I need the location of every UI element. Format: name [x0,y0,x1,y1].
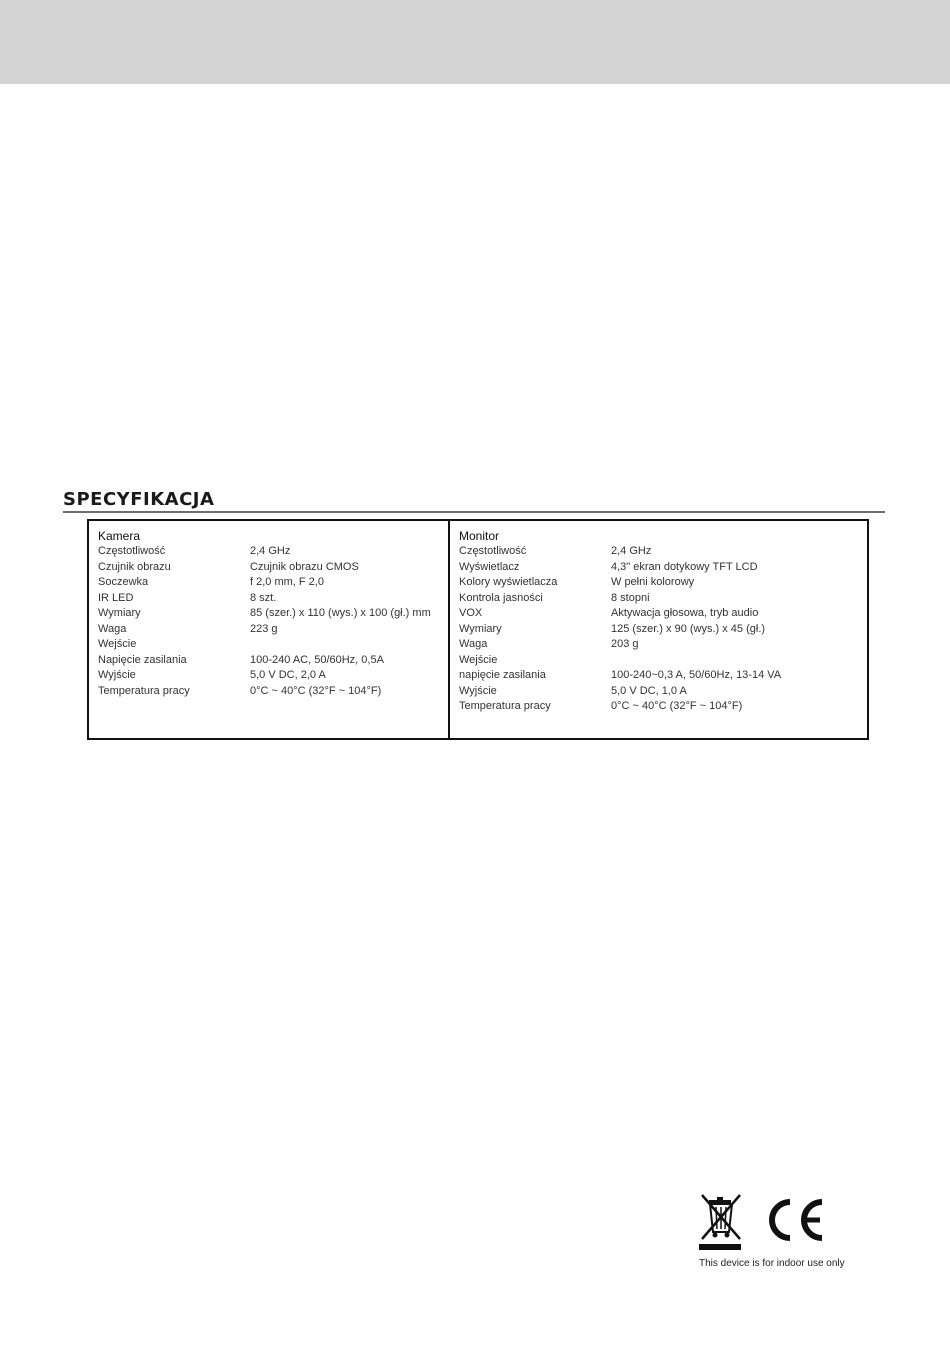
spec-value [250,637,448,653]
spec-value: 2,4 GHz [250,545,291,557]
spec-label: Czujnik obrazu [98,560,171,573]
spec-row [459,591,864,607]
spec-value: Czujnik obrazu CMOS [250,560,359,573]
spec-value: 100-240 AC, 50/60Hz, 0,5A [250,653,384,666]
spec-row [459,622,864,638]
spec-row [459,637,864,653]
spec-label: IR LED [98,591,134,604]
spec-label: Soczewka [98,576,149,588]
monitor-column [459,529,864,715]
specification-table [87,519,869,740]
spec-label: Wyjście [459,684,497,697]
section-rule [63,511,885,513]
spec-label: Wymiary [459,622,502,635]
camera-column [98,529,448,699]
spec-value [611,653,864,669]
spec-row [459,684,864,700]
spec-value: 5,0 V DC, 1,0 A [611,684,687,697]
spec-label: Wejście [459,653,498,666]
spec-value: 8 szt. [250,591,277,604]
ce-mark-icon [762,1196,826,1244]
spec-value: 8 stopni [611,591,650,604]
spec-label: Kolory wyświetlacza [459,576,558,588]
spec-value: 85 (szer.) x 110 (wys.) x 100 (gł.) mm [250,607,431,619]
spec-row [459,668,864,684]
spec-label: Temperatura pracy [98,684,190,697]
spec-value: 2,4 GHz [611,545,652,557]
spec-row [98,684,448,700]
spec-row [459,544,864,560]
crossed-out-wheelie-bin-icon [699,1192,743,1252]
spec-row [98,606,448,622]
spec-row [98,544,448,560]
spec-row [98,560,448,576]
spec-row [98,622,448,638]
spec-row [98,637,448,653]
spec-row [98,591,448,607]
spec-label: Wyjście [98,669,136,681]
spec-label: Częstotliwość [459,545,527,557]
spec-label: Temperatura pracy [459,700,551,712]
spec-label: Wejście [98,638,137,650]
spec-row [98,653,448,669]
spec-value: 125 (szer.) x 90 (wys.) x 45 (gł.) [611,622,766,635]
spec-label: VOX [459,607,483,619]
header-band [0,0,950,84]
spec-row [459,699,864,715]
spec-value: 5,0 V DC, 2,0 A [250,669,326,681]
spec-label: Napięcie zasilania [98,653,187,666]
spec-row [98,668,448,684]
spec-value: W pełni kolorowy [611,576,695,588]
spec-value: 4,3" ekran dotykowy TFT LCD [611,560,758,573]
spec-value: 203 g [611,638,639,650]
spec-value: 0°C ~ 40°C (32°F ~ 104°F) [611,700,743,712]
spec-label: napięcie zasilania [459,669,546,681]
section-title: SPECYFIKACJA [63,489,215,510]
spec-row [459,653,864,669]
spec-label: Waga [98,622,127,635]
monitor-heading: Monitor [459,529,500,543]
spec-value: 100-240~0,3 A, 50/60Hz, 13-14 VA [611,669,782,681]
spec-label: Częstotliwość [98,545,166,557]
spec-value: 223 g [250,622,278,635]
camera-heading: Kamera [98,529,141,543]
spec-row [459,575,864,591]
spec-row [459,560,864,576]
spec-value: Aktywacja głosowa, tryb audio [611,607,759,619]
indoor-use-note: This device is for indoor use only [699,1258,845,1269]
spec-value: 0°C ~ 40°C (32°F ~ 104°F) [250,684,382,697]
spec-row [98,575,448,591]
spec-row [459,606,864,622]
spec-label: Waga [459,638,488,650]
spec-label: Kontrola jasności [459,591,543,604]
spec-label: Wymiary [98,607,141,619]
column-divider [448,521,450,738]
spec-label: Wyświetlacz [459,560,520,573]
spec-value: f 2,0 mm, F 2,0 [250,576,324,588]
